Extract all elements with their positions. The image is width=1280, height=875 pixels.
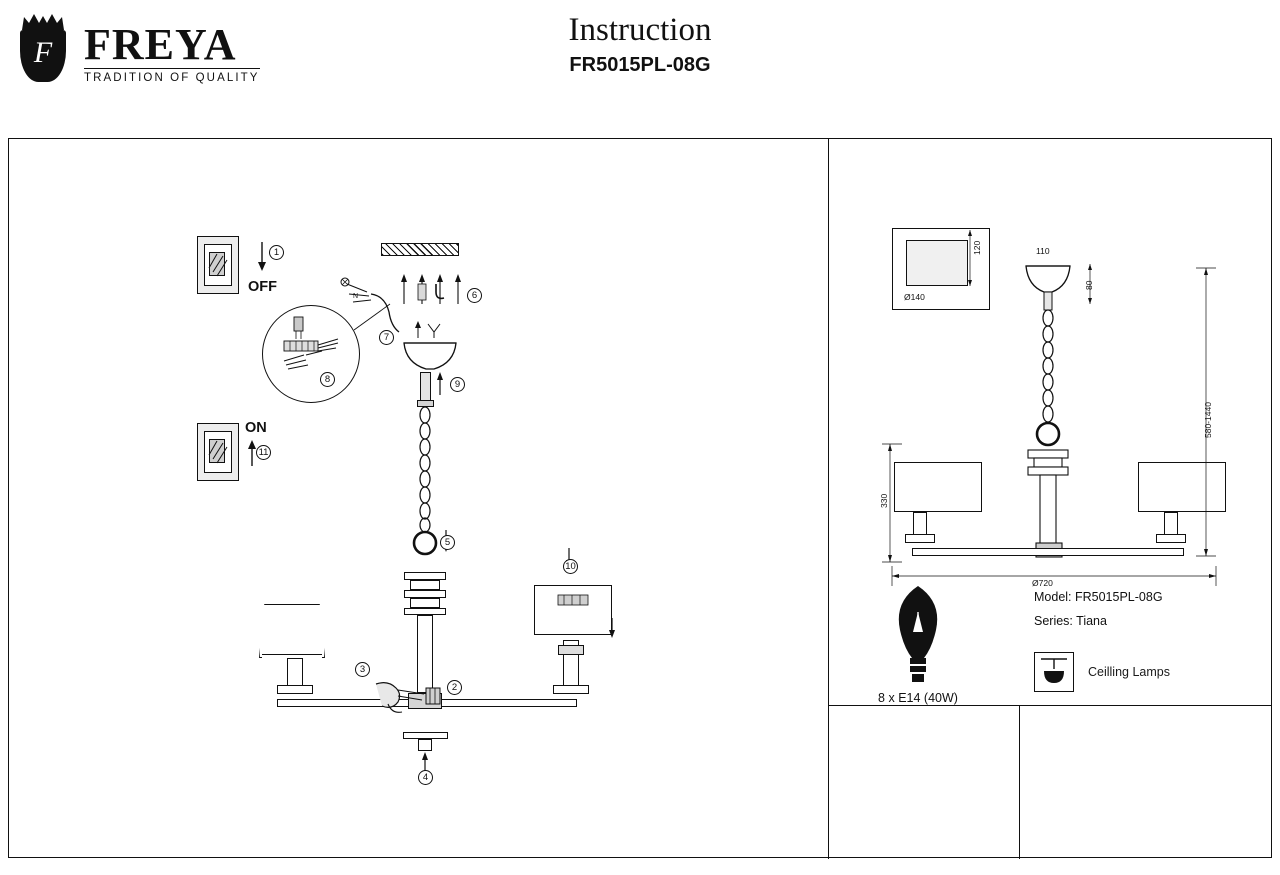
dim-overall-diameter: Ø720: [1032, 578, 1053, 588]
dim-plate-width: 110: [1036, 246, 1050, 256]
switch-off-label: OFF: [248, 279, 277, 295]
callout-7: 7: [379, 330, 394, 345]
stem-ring-1: [404, 572, 446, 580]
right-shade: [534, 585, 612, 635]
switch-on-label: ON: [245, 420, 267, 436]
stem-ring-4: [410, 598, 440, 608]
switch-off: [197, 236, 239, 294]
arrow-up-icon-4: [419, 752, 431, 772]
hub-wiring-detail: [368, 676, 458, 716]
bubble-leader-line: [352, 300, 396, 336]
dim-shade-height: 330: [879, 493, 889, 508]
switch-hatch-icon: [207, 250, 229, 280]
callout-8: 8: [320, 372, 335, 387]
shade-detail-icon: [558, 595, 588, 607]
brand-monogram: F: [33, 36, 53, 69]
switch-on: [197, 423, 239, 481]
model-code: FR5015PL-08G: [569, 54, 711, 76]
bulb-spec: 8 x E14 (40W): [878, 691, 958, 705]
callout-4: 4: [418, 770, 433, 785]
frame-vertical-divider: [828, 139, 829, 859]
dim-canopy-height: 80: [1084, 280, 1094, 290]
product-series: Series: Tiana: [1034, 614, 1107, 628]
rv-left-socket-plate: [905, 534, 935, 543]
arrow-up-icon-9: [434, 371, 446, 395]
right-socket-plate: [553, 685, 589, 694]
product-model: Model: FR5015PL-08G: [1034, 590, 1163, 604]
arrow-down-icon-shade: [606, 618, 618, 640]
callout-11: 11: [256, 445, 271, 460]
callout-9: 9: [450, 377, 465, 392]
suspension-chain: [412, 407, 438, 532]
svg-text:N: N: [353, 293, 359, 300]
bottom-plate: [403, 732, 448, 739]
left-socket: [287, 658, 303, 686]
dim-80-line: [1082, 262, 1106, 322]
callout-5: 5: [440, 535, 455, 550]
ceiling-plate-inner: [906, 240, 968, 286]
anchor-install-detail: [396, 258, 476, 308]
arm-bar-right-view: [912, 548, 1184, 556]
ceiling-lamp-icon: [1034, 652, 1074, 692]
stem-ring-3: [404, 590, 446, 598]
frame-footer-divider: [1019, 705, 1020, 859]
terminal-block-detail: [278, 315, 348, 395]
bottom-nut: [418, 739, 432, 751]
category-row: [1034, 652, 1170, 692]
rod-collar: [417, 400, 434, 407]
plate-dim-lines: [968, 228, 996, 318]
callout-10: 10: [563, 559, 578, 574]
callout-6: 6: [467, 288, 482, 303]
left-socket-plate: [277, 685, 313, 694]
left-shade-rim: [262, 654, 322, 658]
arrow-down-icon-1: [256, 242, 268, 272]
rv-right-socket: [1164, 512, 1178, 535]
left-shade: [259, 604, 325, 658]
canopy-cup: [404, 341, 456, 373]
ceiling-lamp-glyph: [1035, 653, 1073, 691]
dim-total-height: 580-1440: [1203, 402, 1213, 438]
dim-plate-height: 120: [972, 240, 982, 255]
dim-plate-diameter: Ø140: [904, 292, 925, 302]
bulb-icon: [886, 582, 950, 688]
product-info-cell: [1022, 574, 1262, 718]
upper-rod: [420, 372, 431, 402]
rv-left-socket: [913, 512, 927, 535]
brand-tagline: TRADITION OF QUALITY: [84, 68, 260, 84]
category-label: Ceilling Lamps: [1088, 665, 1170, 679]
title-block: [0, 12, 1280, 77]
callout-3: 3: [355, 662, 370, 677]
callout-2: 2: [447, 680, 462, 695]
brand-name: FREYA: [84, 20, 237, 70]
rv-left-shade: [894, 462, 982, 512]
right-socket-collar: [558, 645, 584, 655]
ceiling-surface: [381, 243, 459, 256]
rv-right-socket-plate: [1156, 534, 1186, 543]
hook-connect-arrows: [414, 320, 444, 342]
fixture-elevation: [1018, 262, 1078, 562]
switch-hatch-icon: [207, 437, 229, 467]
page-title: Instruction: [568, 12, 712, 48]
stem-ring-5: [404, 608, 446, 615]
callout-1: 1: [269, 245, 284, 260]
stem-ring-2: [410, 580, 440, 590]
bulb-spec-cell: [828, 574, 1008, 718]
decorative-ring: [410, 528, 440, 558]
